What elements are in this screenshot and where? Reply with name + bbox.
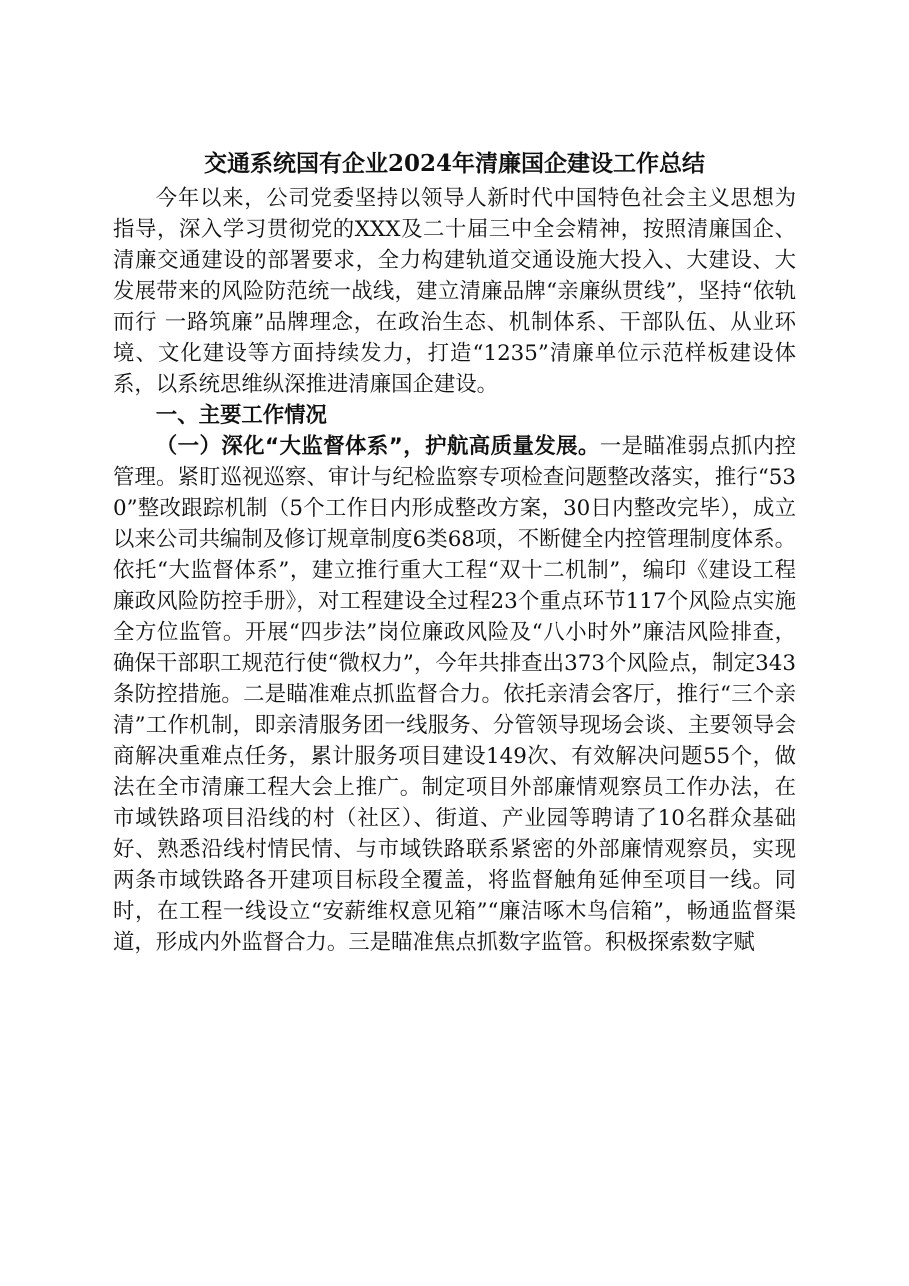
section-heading-main-work: 一、主要工作情况 [155,403,327,428]
subsection-paragraph [113,431,796,958]
subsection-body: 一是瞄准弱点抓内控管理。紧盯巡视巡察、审计与纪检监察专项检查问题整改落实，推行“530”整改跟踪机制（5个工作日内形成整改方案，30日内整改完毕），成立以来公司共编制及修订规章制度6类68项，不断健全内控管理制度体系。依托“大监督体系”，建立推行重大工程“双十二机制”，编印《建设工程廉政风险防控手册》，对工程建设全过程23个重点环节117个风险点实施全方位监管。开展“四步法”岗位廉政风险及“八小时外”廉洁风险排查，确保干部职工规范行使“微权力”，今年共排查出373个风险点，制定343条防控措施。二是瞄准难点抓监督合力。依托亲清会客厅，推行“三个亲清”工作机制，即亲清服务团一线服务、分管领导现场会谈、主要领导会商解决重难点任务，累计服务项目建设149次、有效解决问题55个，做法在全市清廉工程大会上推广。制定项目外部廉情观察员工作办法，在市域铁路项目沿线的村（社区）、街道、产业园等聘请了10名群众基础好、熟悉沿线村情民情、与市域铁路联系紧密的外部廉情观察员，实现两条市域铁路各开建项目标段全覆盖，将监督触角延伸至项目一线。同时，在工程一线设立“安薪维权意见箱”“廉洁啄木鸟信箱”，畅通监督渠道，形成内外监督合力。三是瞄准焦点抓数字监管。积极探索数字赋 [113,434,796,955]
document-title: 交通系统国有企业2024年清廉国企建设工作总结 [203,150,705,177]
intro-paragraph: 今年以来，公司党委坚持以领导人新时代中国特色社会主义思想为指导，深入学习贯彻党的XXX及二十届三中全会精神，按照清廉国企、清廉交通建设的部署要求，全力构建轨道交通设施大投入、大建设、大发展带来的风险防范统一战线，建立清廉品牌“亲廉纵贯线”，坚持“依轨而行 一路筑廉”品牌理念，在政治生态、机制体系、干部队伍、从业环境、文化建设等方面持续发力，打造“1235”清廉单位示范样板建设体系，以系统思维纵深推进清廉国企建设。 [113,186,796,397]
document-body [113,145,796,958]
subsection-title: （一）深化“大监督体系”，护航高质量发展。 [155,434,600,459]
